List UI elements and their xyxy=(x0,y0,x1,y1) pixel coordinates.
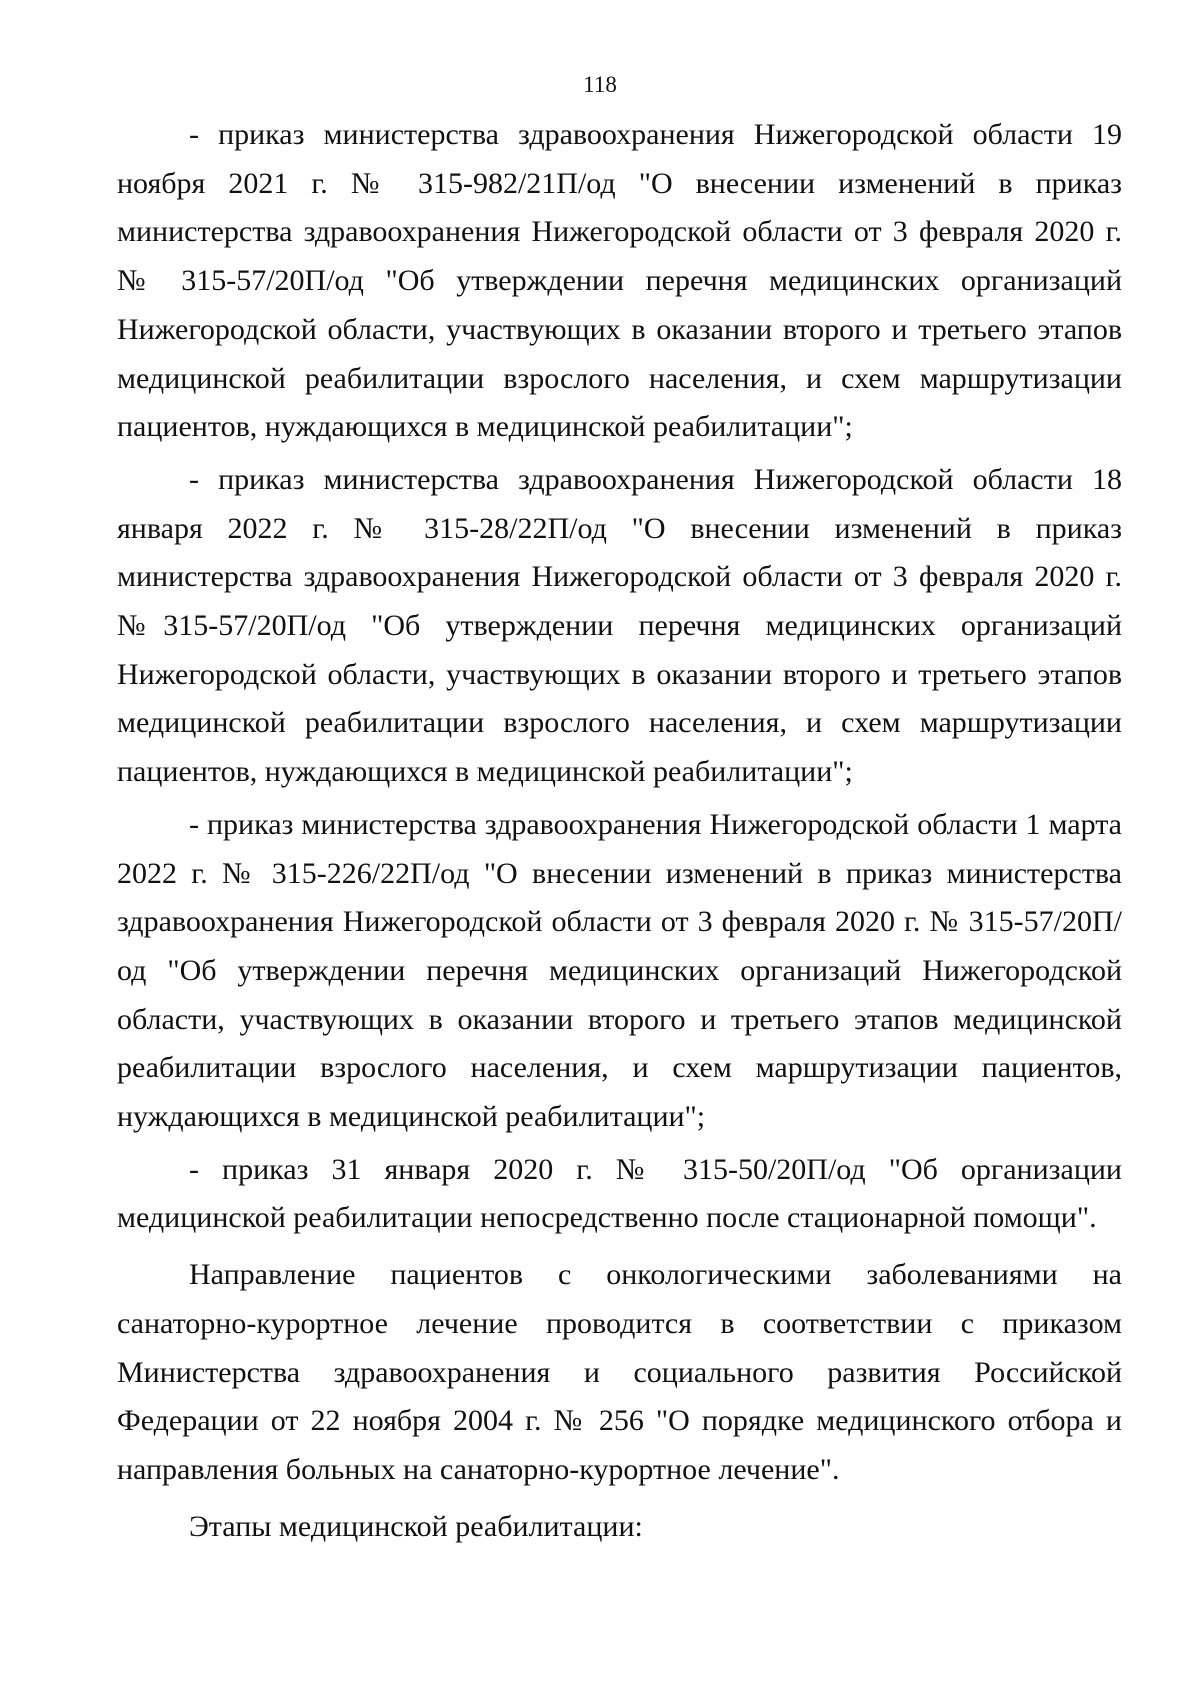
paragraph-order-2022-01-18: - приказ министерства здравоохранения Нижегородской области 18 января 2022 г. № 315-28/22П/од "О внесении изменений в приказ министерства здравоохранения Нижегородской области от 3 февраля 2020 г. №315-57/20П/од "Об утверждении перечня медицинских организаций Нижегородской области, участвующих в оказании второго и третьего этапов медицинской реабилитации взрослого населения, и схем маршрутизации пациентов, нуждающихся в медицинской реабилитации"; xyxy=(117,462,1122,789)
paragraph-order-2021-11-19: - приказ министерства здравоохранения Нижегородской области 19 ноября 2021 г. № 315-982/21П/од "О внесении изменений в приказ министерства здравоохранения Нижегородской области от 3 февраля 2020 г. № 315-57/20П/од "Об утверждении перечня медицинских организаций Нижегородской области, участвующих в оказании второго и третьего этапов медицинской реабилитации взрослого населения, и схем маршрутизации пациентов, нуждающихся в медицинской реабилитации"; xyxy=(117,118,1122,444)
paragraph-sanatorium-referral: Направление пациентов с онкологическими заболеваниями на санаторно-курортное лечение проводится в соответствии с приказом Министерства здравоохранения и социального развития Российской Федерации от 22 ноября 2004 г. № 256 "О порядке медицинского отбора и направления больных на санаторно-курортное лечение". xyxy=(117,1258,1122,1486)
page-number: 118 xyxy=(583,72,617,97)
paragraph-order-2022-03-01: - приказ министерства здравоохранения Нижегородской области 1 марта 2022 г. № 315-226/22П/од "О внесении изменений в приказ министерства здравоохранения Нижегородской области от 3 февраля 2020 г. № 315-57/20П/од "Об утверждении перечня медицинских организаций Нижегородской области, участвующих в оказании второго и третьего этапов медицинской реабилитации взрослого населения, и схем маршрутизации пациентов, нуждающихся в медицинской реабилитации"; xyxy=(117,807,1122,1134)
paragraph-order-2020-01-31: - приказ 31 января 2020 г. № 315-50/20П/од "Об организации медицинской реабилитации непосредственно после стационарной помощи". xyxy=(117,1152,1122,1235)
document-body xyxy=(117,111,1122,1555)
paragraph-rehab-stages-heading: Этапы медицинской реабилитации: xyxy=(189,1509,643,1543)
